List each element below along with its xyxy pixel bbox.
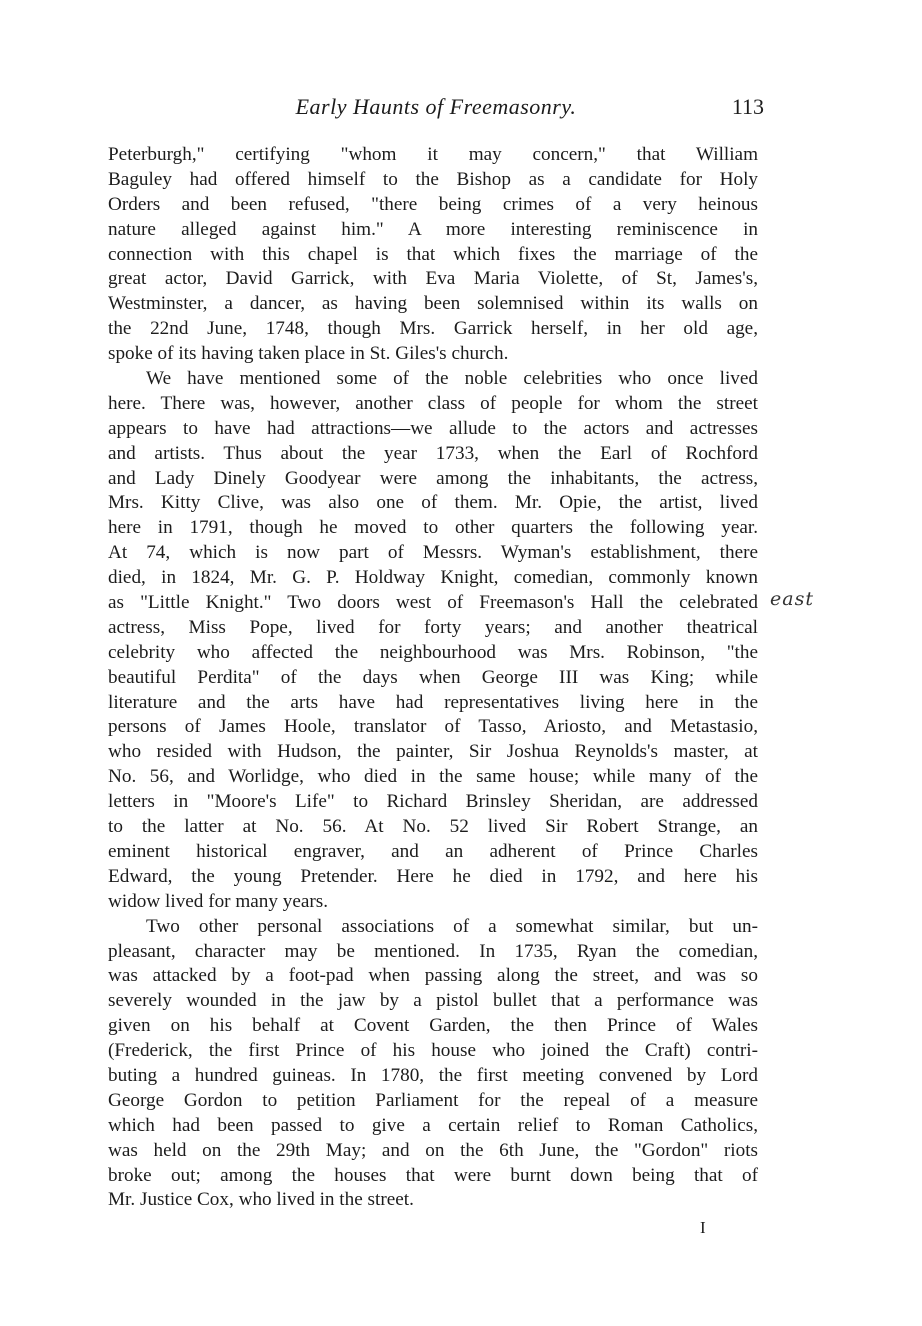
text-line: Mr. Justice Cox, who lived in the street. bbox=[108, 1189, 414, 1211]
text-line: (Frederick, the first Prince of his house who joined the Craft) contri- bbox=[108, 1040, 758, 1062]
text-line: Two other personal associations of a somewhat similar, but un- bbox=[146, 915, 758, 937]
text-line: beautiful Perdita" of the days when George III was King; while bbox=[108, 666, 758, 688]
text-line: Baguley had offered himself to the Bishop as a candidate for Holy bbox=[108, 168, 758, 190]
text-line: We have mentioned some of the noble celebrities who once lived bbox=[146, 368, 758, 390]
text-line: actress, Miss Pope, lived for forty years; and another theatrical bbox=[108, 616, 758, 638]
text-line: celebrity who affected the neighbourhood was Mrs. Robinson, "the bbox=[108, 641, 758, 663]
text-line: Westminster, a dancer, as having been solemnised within its walls on bbox=[108, 293, 758, 315]
text-line: to the latter at No. 56. At No. 52 lived Sir Robert Strange, an bbox=[108, 816, 758, 838]
text-line: and artists. Thus about the year 1733, when the Earl of Rochford bbox=[108, 442, 758, 464]
text-line: appears to have had attractions—we allude to the actors and actresses bbox=[108, 417, 758, 439]
text-line: Orders and been refused, "there being crimes of a very heinous bbox=[108, 193, 758, 215]
text-line: was held on the 29th May; and on the 6th June, the "Gordon" riots bbox=[108, 1139, 758, 1161]
text-line: here. There was, however, another class of people for whom the street bbox=[108, 392, 758, 414]
text-line: Mrs. Kitty Clive, was also one of them. Mr. Opie, the artist, lived bbox=[108, 492, 758, 514]
text-line: persons of James Hoole, translator of Tasso, Ariosto, and Metastasio, bbox=[108, 716, 758, 738]
page-number: 113 bbox=[731, 94, 764, 119]
paragraph bbox=[108, 367, 758, 915]
body-text bbox=[108, 143, 758, 1213]
signature-mark: I bbox=[700, 1218, 706, 1237]
text-line: Edward, the young Pretender. Here he died in 1792, and here his bbox=[108, 865, 758, 887]
text-line: buting a hundred guineas. In 1780, the first meeting convened by Lord bbox=[108, 1064, 758, 1086]
text-line: letters in "Moore's Life" to Richard Brinsley Sheridan, are addressed bbox=[108, 791, 758, 813]
text-line: connection with this chapel is that which fixes the marriage of the bbox=[108, 243, 758, 265]
handwritten-margin-note: east bbox=[770, 588, 814, 610]
page-header bbox=[108, 92, 764, 122]
text-line: great actor, David Garrick, with Eva Maria Violette, of St, James's, bbox=[108, 268, 758, 290]
text-line: literature and the arts have had representatives living here in the bbox=[108, 691, 758, 713]
text-line: here in 1791, though he moved to other quarters the following year. bbox=[108, 517, 758, 539]
text-line: given on his behalf at Covent Garden, the then Prince of Wales bbox=[108, 1015, 758, 1037]
running-title: Early Haunts of Freemasonry. bbox=[295, 94, 577, 119]
text-line: No. 56, and Worlidge, who died in the same house; while many of the bbox=[108, 766, 758, 788]
text-line: George Gordon to petition Parliament for the repeal of a measure bbox=[108, 1089, 758, 1111]
text-line: as "Little Knight." Two doors west of Freemason's Hall the celebrated bbox=[108, 592, 758, 614]
text-line: pleasant, character may be mentioned. In 1735, Ryan the comedian, bbox=[108, 940, 758, 962]
paragraph bbox=[108, 143, 758, 367]
text-line: was attacked by a foot-pad when passing along the street, and was so bbox=[108, 965, 758, 987]
text-line: At 74, which is now part of Messrs. Wyman's establishment, there bbox=[108, 542, 758, 564]
text-line: spoke of its having taken place in St. Giles's church. bbox=[108, 343, 509, 365]
paragraph bbox=[108, 915, 758, 1214]
text-line: the 22nd June, 1748, though Mrs. Garrick herself, in her old age, bbox=[108, 318, 758, 340]
text-line: severely wounded in the jaw by a pistol bullet that a performance was bbox=[108, 990, 758, 1012]
text-line: Peterburgh," certifying "whom it may concern," that William bbox=[108, 144, 758, 165]
text-line: and Lady Dinely Goodyear were among the inhabitants, the actress, bbox=[108, 467, 758, 489]
text-line: widow lived for many years. bbox=[108, 890, 329, 912]
text-line: eminent historical engraver, and an adherent of Prince Charles bbox=[108, 840, 758, 862]
text-line: broke out; among the houses that were burnt down being that of bbox=[108, 1164, 758, 1186]
text-line: nature alleged against him." A more interesting reminiscence in bbox=[108, 218, 758, 240]
text-line: which had been passed to give a certain relief to Roman Catholics, bbox=[108, 1114, 758, 1136]
text-line: died, in 1824, Mr. G. P. Holdway Knight, comedian, commonly known bbox=[108, 567, 758, 589]
text-line: who resided with Hudson, the painter, Sir Joshua Reynolds's master, at bbox=[108, 741, 758, 763]
